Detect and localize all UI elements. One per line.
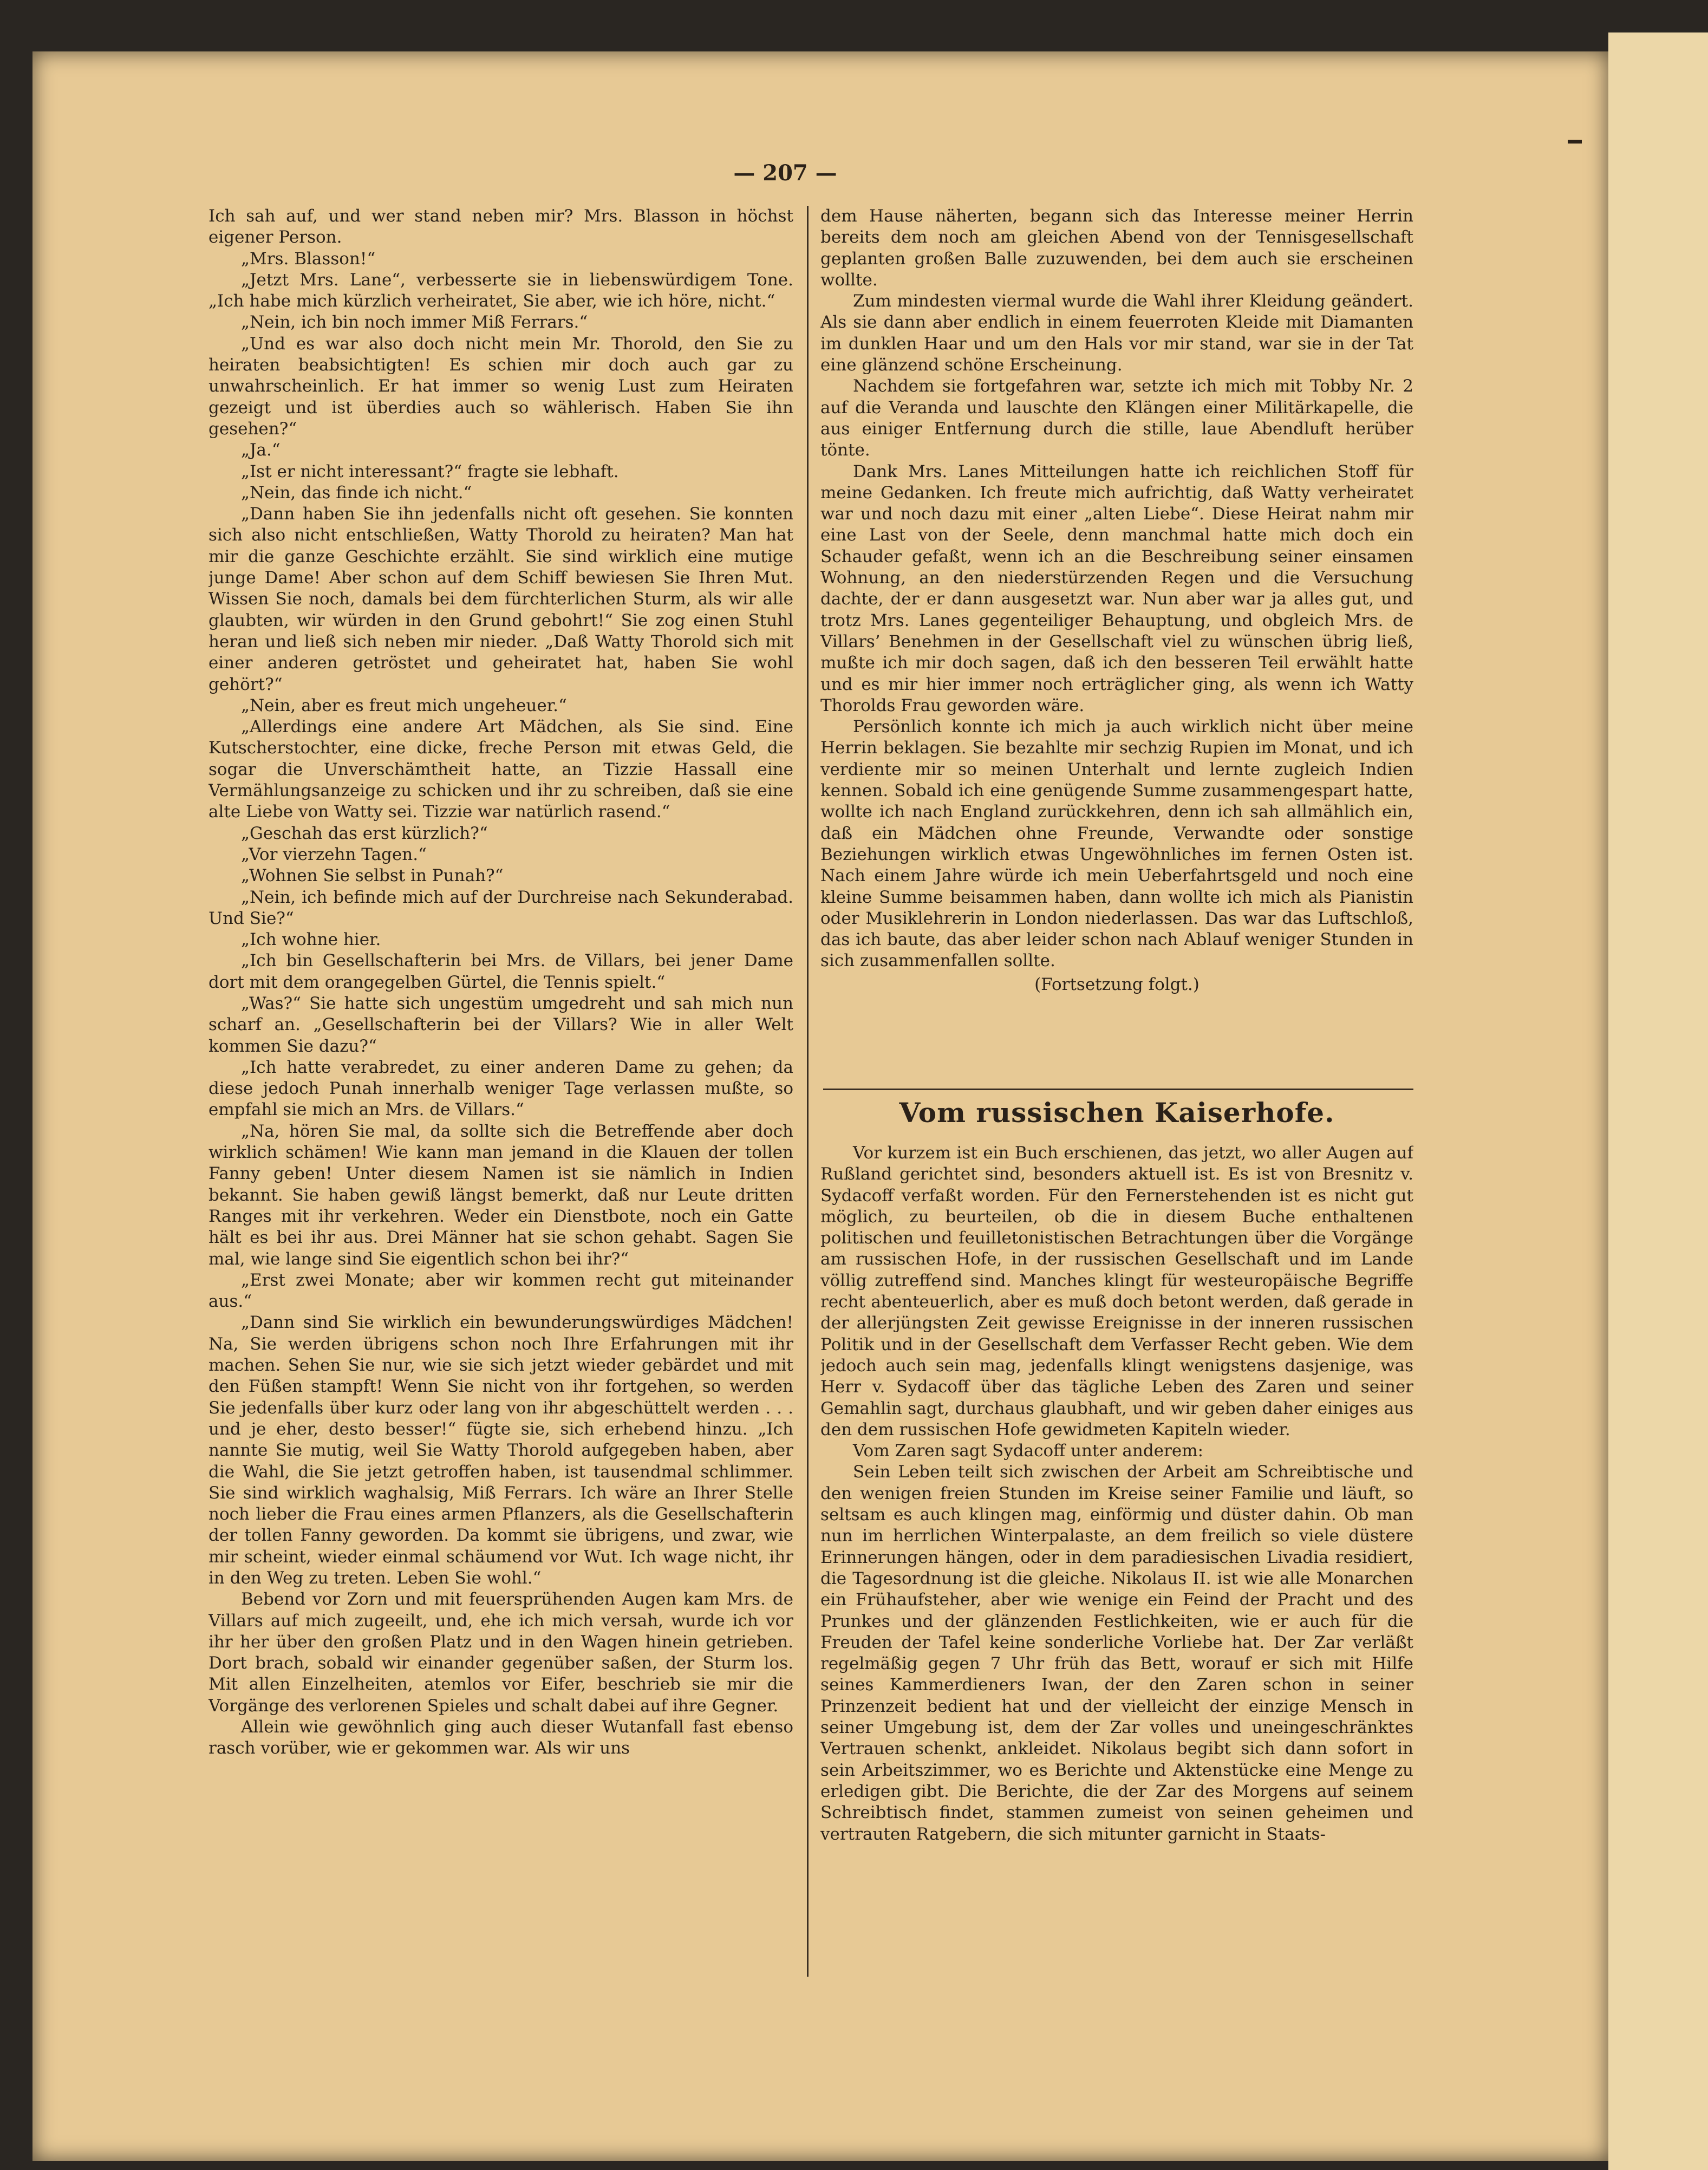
paragraph: „Dann haben Sie ihn jedenfalls nicht oft gesehen. Sie konnten sich also nicht entschließen, Watty Thorold zu heiraten? Man hat mir die ganze Geschichte erzählt. Sie sind wirklich eine mutige junge Dame! Aber schon auf dem Schiff bewiesen Sie Ihren Mut. Wissen Sie noch, damals bei dem fürchterlichen Sturm, als wir alle glaubten, wir würden in den Grund gebohrt!“ Sie zog einen Stuhl heran und ließ sich neben mir nieder. „Daß Watty Thorold sich mit einer anderen getröstet und geheiratet hat, haben Sie wohl gehört?“ (208, 504, 793, 694)
paragraph: Sein Leben teilt sich zwischen der Arbeit am Schreibtische und den wenigen freien Stunden im Kreise seiner Familie und läuft, so seltsam es auch klingen mag, einförmig und düster dahin. Ob man nun im herrlichen Winterpalaste, an dem freilich so viele düstere Erinnerungen hängen, oder in dem paradiesischen Livadia residiert, die Tagesordnung ist die gleiche. Nikolaus II. ist wie alle Monarchen ein Frühaufsteher, aber wie wenige ein Feind der Pracht und des Prunkes und der glänzenden Festlichkeiten, wie er auch für die Freuden der Tafel keine sonderliche Vorliebe hat. Der Zar verläßt regelmäßig gegen 7 Uhr früh das Bett, worauf er sich mit Hilfe seines Kammerdieners Iwan, der den Zaren schon in seiner Prinzenzeit bedient hat und der vielleicht der einzige Mensch in seiner Umgebung ist, dem der Zar volles und uneingeschränktes Vertrauen schenkt, ankleidet. Nikolaus begibt sich dann sofort in sein Arbeitszimmer, wo es Berichte und Aktenstücke eine Menge zu erledigen gibt. Die Berichte, die der Zar des Morgens auf seinem Schreibtisch findet, stammen zumeist von seinen geheimen und vertrauten Ratgebern, die sich mitunter garnicht in Staats- (820, 1462, 1413, 1844)
paragraph: „Wohnen Sie selbst in Punah?“ (241, 866, 504, 886)
paragraph: dem Hause näherten, begann sich das Interesse meiner Herrin bereits dem noch am gleichen Abend von der Tennisgesellschaft geplanten großen Balle zuzuwenden, bei dem auch sie erscheinen wollte. (820, 206, 1413, 290)
paragraph: „Ich bin Gesellschafterin bei Mrs. de Villars, bei jener Dame dort mit dem orangegelben Gürtel, die Tennis spielt.“ (208, 951, 793, 992)
paragraph: „Mrs. Blasson!“ (241, 249, 376, 269)
section-divider (823, 1089, 1413, 1090)
paragraph: Nachdem sie fortgefahren war, setzte ich mich mit Tobby Nr. 2 auf die Veranda und lauschte den Klängen einer Militärkapelle, die aus einiger Entfernung durch die stille, laue Abendluft herüber tönte. (820, 376, 1413, 460)
paragraph: „Nein, aber es freut mich ungeheuer.“ (241, 695, 567, 715)
right-column-story (820, 206, 1413, 1083)
margin-mark (1568, 140, 1582, 144)
paragraph: Zum mindesten viermal wurde die Wahl ihrer Kleidung geändert. Als sie dann aber endlich in einem feuerroten Kleide mit Diamanten im dunklen Haar und um den Hals vor mir stand, war sie in der Tat eine glänzend schöne Erscheinung. (820, 291, 1413, 375)
paragraph: „Ich wohne hier. (241, 930, 381, 950)
paragraph: Allein wie gewöhnlich ging auch dieser Wutanfall fast ebenso rasch vorüber, wie er gekommen war. Als wir uns (208, 1717, 793, 1758)
right-column-article (820, 1143, 1413, 2074)
paragraph: Vor kurzem ist ein Buch erschienen, das jetzt, wo aller Augen auf Rußland gerichtet sind, besonders aktuell ist. Es ist von Bresnitz v. Sydacoff verfaßt worden. Für den Fernerstehenden ist es nicht gut möglich, zu beurteilen, ob die in diesem Buche enthaltenen politischen und feuilletonistischen Betrachtungen über die Vorgänge am russischen Hofe, in der russischen Gesellschaft und im Lande völlig zutreffend sind. Manches klingt für westeuropäische Begriffe recht abenteuerlich, aber es muß doch betont werden, daß gerade in der allerjüngsten Zeit gewisse Ereignisse in der inneren russischen Politik und in der Gesellschaft dem Verfasser Recht geben. Wie dem jedoch auch sein mag, jedenfalls klingt wenigstens dasjenige, was Herr v. Sydacoff über das tägliche Leben des Zaren und seiner Gemahlin sagt, durchaus glaubhaft, und wir geben daher einiges aus den dem russischen Hofe gewidmeten Kapiteln wieder. (820, 1143, 1413, 1439)
paragraph: Dank Mrs. Lanes Mitteilungen hatte ich reichlichen Stoff für meine Gedanken. Ich freute mich aufrichtig, daß Watty verheiratet war und noch dazu mit einer „alten Liebe“. Diese Heirat nahm mir eine Last von der Seele, denn manchmal hatte mich doch ein Schauder gefaßt, wenn ich an die Beschreibung seiner einsamen Wohnung, an den niederstürzenden Regen und die Versuchung dachte, der er dann ausgesetzt war. Nun aber war ja alles gut, und trotz Mrs. Lanes gegenteiliger Behauptung, und obgleich Mrs. de Villars’ Benehmen in der Gesellschaft viel zu wünschen übrig ließ, mußte ich mir doch sagen, daß ich den besseren Teil erwählt hatte und es mir hier immer noch erträglicher ging, als wenn ich Watty Thorolds Frau geworden wäre. (820, 461, 1413, 715)
paragraph: „Geschah das erst kürzlich?“ (241, 823, 488, 843)
page-number: — 207 — (733, 160, 837, 186)
paragraph: „Nein, ich befinde mich auf der Durchreise nach Sekunderabad. Und Sie?“ (208, 887, 793, 928)
left-column (208, 206, 793, 2058)
paragraph: „Und es war also doch nicht mein Mr. Thorold, den Sie zu heiraten beabsichtigten! Es schien mir doch auch gar zu unwahrscheinlich. Er hat immer so wenig Lust zum Heiraten gezeigt und ist überdies auch so wählerisch. Haben Sie ihn gesehen?“ (208, 334, 793, 439)
page-edge-strip (1608, 32, 1708, 2170)
article-title: Vom russischen Kaiserhofe. (899, 1097, 1335, 1129)
paragraph: „Dann sind Sie wirklich ein bewunderungswürdiges Mädchen! Na, Sie werden übrigens schon noch Ihre Erfahrungen mit ihr machen. Sehen Sie nur, wie sie sich jetzt wieder gebärdet und mit den Füßen stampft! Wenn Sie nicht von ihr fortgehen, so werden Sie jedenfalls über kurz oder lang von ihr abgeschüttelt werden . . . und je eher, desto besser!“ fügte sie, sich erhebend hinzu. „Ich nannte Sie mutig, weil Sie Watty Thorold aufgegeben haben, aber die Wahl, die Sie jetzt getroffen haben, ist tausendmal schlimmer. Sie sind wirklich waghalsig, Miß Ferrars. Ich wäre an Ihrer Stelle noch lieber die Frau eines armen Pflanzers, als die Gesellschafterin der tollen Fanny geworden. Da kommt sie übrigens, und zwar, wie mir scheint, wieder einmal schäumend vor Wut. Ich wage nicht, ihr in den Weg zu treten. Leben Sie wohl.“ (208, 1313, 793, 1588)
paragraph: „Vor vierzehn Tagen.“ (241, 844, 427, 864)
paragraph: Bebend vor Zorn und mit feuersprühenden Augen kam Mrs. de Villars auf mich zugeeilt, und, ehe ich mich versah, wurde ich vor ihr her über den großen Platz und in den Wagen hinein getrieben. Dort brach, sobald wir einander gegenüber saßen, der Sturm los. Mit allen Einzelheiten, atemlos vor Eifer, beschrieb sie mir die Vorgänge des verlorenen Spieles und schalt dabei auf ihre Gegner. (208, 1589, 793, 1716)
paragraph: „Was?“ Sie hatte sich ungestüm umgedreht und sah mich nun scharf an. „Gesellschafterin bei der Villars? Wie in aller Welt kommen Sie dazu?“ (208, 993, 793, 1056)
paragraph: Vom Zaren sagt Sydacoff unter anderem: (853, 1441, 1204, 1461)
paragraph: Persönlich konnte ich mich ja auch wirklich nicht über meine Herrin beklagen. Sie bezahlte mir sechzig Rupien im Monat, und ich verdiente mir so meinen Unterhalt und lernte zugleich Indien kennen. Sobald ich eine genügende Summe zusammengespart hatte, wollte ich nach England zurückkehren, denn ich sah allmählich ein, daß ein Mädchen ohne Freunde, Verwandte oder sonstige Beziehungen wirklich etwas Ungewöhnliches im fernen Osten ist. Nach einem Jahre würde ich mein Ueberfahrtsgeld und noch eine kleine Summe beisammen haben, dann wollte ich mich als Pianistin oder Musiklehrerin in London niederlassen. Das war das Luftschloß, das ich baute, das aber leider schon nach Ablauf weniger Stunden in sich zusammenfallen sollte. (820, 717, 1413, 971)
paragraph: „Ja.“ (241, 440, 281, 460)
paragraph: Ich sah auf, und wer stand neben mir? Mrs. Blasson in höchst eigener Person. (208, 206, 793, 247)
continued-note: (Fortsetzung folgt.) (1034, 974, 1199, 994)
paragraph: „Nein, das finde ich nicht.“ (241, 483, 472, 503)
paragraph: „Ist er nicht interessant?“ fragte sie lebhaft. (241, 461, 619, 481)
paragraph: „Allerdings eine andere Art Mädchen, als Sie sind. Eine Kutscherstochter, eine dicke, freche Person mit etwas Geld, die sogar die Unverschämtheit hatte, an Tizzie Hassall eine Vermählungsanzeige zu schicken und ihr zu schreiben, daß sie eine alte Liebe von Watty sei. Tizzie war natürlich rasend.“ (208, 717, 793, 822)
paragraph: „Nein, ich bin noch immer Miß Ferrars.“ (241, 312, 588, 333)
paragraph: „Ich hatte verabredet, zu einer anderen Dame zu gehen; da diese jedoch Punah innerhalb weniger Tage verlassen mußte, so empfahl sie mich an Mrs. de Villars.“ (208, 1057, 793, 1120)
paragraph: „Na, hören Sie mal, da sollte sich die Betreffende aber doch wirklich schämen! Wie kann man jemand in die Klauen der tollen Fanny geben! Unter diesem Namen ist sie nämlich in Indien bekannt. Sie haben gewiß längst bemerkt, daß nur Leute dritten Ranges mit ihr verkehren. Weder ein Dienstbote, noch ein Gatte hält es bei ihr aus. Drei Männer hat sie schon gehabt. Sagen Sie mal, wie lange sind Sie eigentlich schon bei ihr?“ (208, 1121, 793, 1269)
paragraph: „Erst zwei Monate; aber wir kommen recht gut miteinander aus.“ (208, 1270, 793, 1312)
column-divider (807, 206, 809, 1977)
paragraph: „Jetzt Mrs. Lane“, verbesserte sie in liebenswürdigem Tone. „Ich habe mich kürzlich verheiratet, Sie aber, wie ich höre, nicht.“ (208, 270, 793, 311)
